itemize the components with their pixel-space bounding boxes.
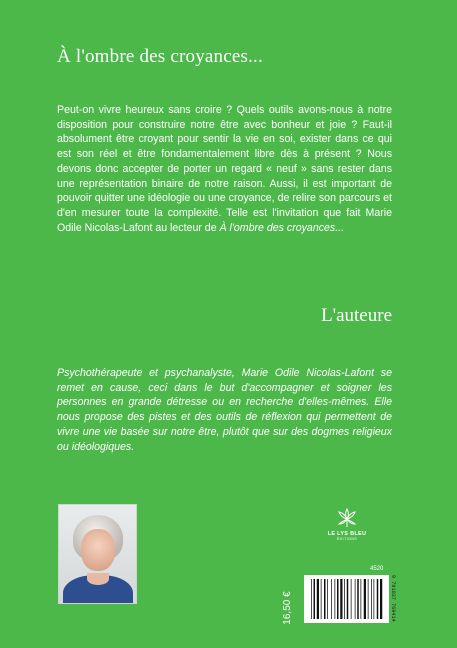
barcode-bar [324,579,326,619]
publisher-name: LE LYS BLEU [327,531,367,537]
barcode-bar [327,579,328,619]
barcode-bar [357,579,359,619]
barcode-bar [344,579,345,619]
price: 16,50 € [282,591,293,625]
summary-book-reference: À l'ombre des croyances... [219,221,345,234]
barcode-number: 9 791037 769414 [390,575,396,622]
lily-icon [336,507,358,529]
barcode-bar [311,579,312,619]
author-bio: Psychothérapeute et psychanalyste, Marie Odile Nicolas-Lafont se remet en cause, ceci dans le but d'accompagner et soigner les personnes en grande détresse ou en recherche d'elles-mêmes. Elle nous propose des pistes et des outils de réflexion qui permettent de vivre une vie basée sur notre être, plutôt que sur des dogmes religieux ou idéologiques. [57,367,392,453]
summary-text: Peut-on vivre heureux sans croire ? Quels outils avons-nous à notre disposition pour construire notre être avec bonheur et joie ? Faut-il absolument être croyant pour sentir la vie en soi, exister dans ce qui est son réel et être fondamentalement libre dès à présent ? Nous devons donc accepter de porter un regard « neuf » sans rester dans une représentation binaire de notre raison. Aussi, il est important de pouvoir quitter une idéologie ou une croyance, de relire son parcours et d'en mesurer toute la complexité. Telle est l'invitation que fait Marie Odile Nicolas-Lafont au lecteur de [57,104,392,234]
author-photo [58,504,137,604]
publisher-subtitle: ÉDITIONS [336,537,358,541]
back-cover-summary [57,103,392,235]
publisher-logo [325,507,369,541]
book-title: À l'ombre des croyances... [57,46,263,67]
barcode-bar [351,579,352,619]
photo-collar [87,573,109,585]
barcode-bar [317,579,319,619]
author-heading: L'auteure [321,305,392,326]
barcode-bar [377,579,379,619]
product-code: 4520 [370,566,384,572]
barcode-bar [364,579,366,619]
barcode-bar [314,579,316,619]
barcode-bar [340,579,342,619]
barcode-bar [321,579,322,619]
barcode [304,575,389,623]
barcode-bar [371,579,372,619]
barcode-bars [310,579,384,619]
barcode-bar [374,579,375,619]
barcode-bar [368,579,369,619]
barcode-bar [347,579,349,619]
barcode-bar [380,579,382,619]
barcode-bar [331,579,332,619]
barcode-bar [337,579,339,619]
barcode-bar [361,579,362,619]
photo-face [81,529,115,571]
barcode-bar [335,579,336,619]
barcode-bar [355,579,356,619]
